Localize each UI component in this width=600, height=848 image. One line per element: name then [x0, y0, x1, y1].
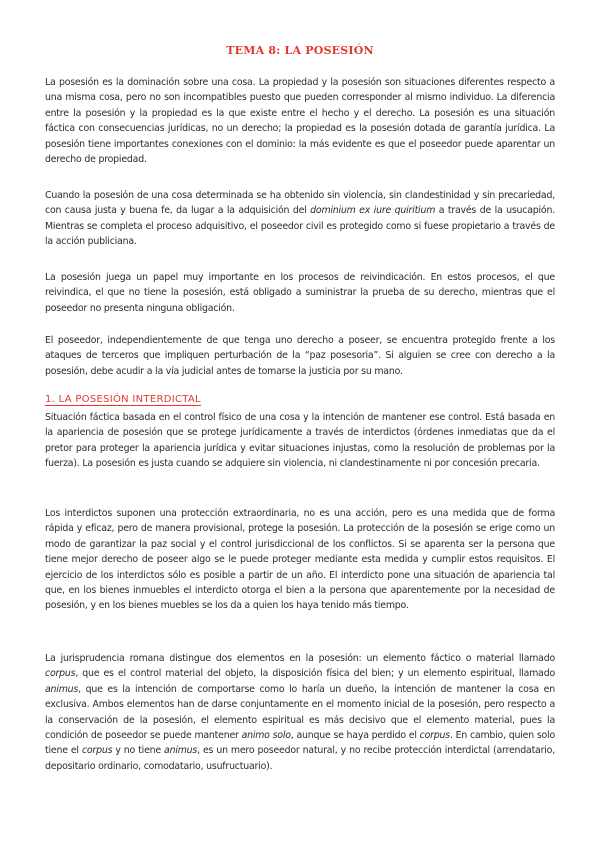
document-title: TEMA 8: LA POSESIÓN: [226, 44, 374, 57]
paragraph-interdictos: Los interdictos suponen una protección extraordinaria, no es una acción, pero es una medida que de forma rápida y eficaz, pero de manera provisional, protege la posesión. La protección de la posesión se erige como un modo de garantizar la paz social y el control jurisdiccional de los conflictos. Si se aparenta ser la persona que tiene mejor derecho de poseer algo se le puede proteger mediante esta medida y cumplir estos requisitos. El ejercicio de los interdictos sólo es posible a partir de un año. El interdicto pone una situación de apariencia tal que, en los bienes inmuebles el interdicto otorga el bien a la persona que aparentemente por la necesidad de posesión, y en los bienes muebles se los da a quien los haya tenido más tiempo.: [45, 508, 555, 612]
paragraph-situacion-factica: Situación fáctica basada en el control físico de una cosa y la intención de mantener ese control. Está basada en la apariencia de posesión que se protege jurídicamente a través de interdictos (órdenes inmediatas que da el pretor para proteger la apariencia jurídica y evitar situaciones injustas, como la resolución de problemas por la fuerza). La posesión es justa cuando se adquiere sin violencia, ni clandestinamente ni por concesión precaria.: [45, 412, 555, 470]
paragraph-paz-posesoria: El poseedor, independientemente de que tenga uno derecho a poseer, se encuentra protegido frente a los ataques de terceros que impliquen perturbación de la “paz posesoria”. Si alguien se cree con derecho a la posesión, debe acudir a la vía judicial antes de tomarse la justicia por su mano.: [45, 335, 555, 377]
text-run: . En cambio, quien solo tiene el: [45, 730, 555, 757]
text-run: La jurisprudencia romana distingue dos elementos en la posesión: un elemento fáctico o material llamado: [45, 653, 555, 664]
text-run: y no tiene: [112, 745, 165, 757]
paragraph-corpus-animus: [45, 651, 555, 774]
italic-term: corpus: [45, 668, 76, 680]
text-run: a través de la usucapión. Mientras se completa el proceso adquisitivo, el poseedor civil es protegido como si fuese propietario a través de la acción publiciana.: [45, 205, 555, 248]
paragraph-usucapion: [45, 188, 555, 250]
section-heading-posesion-interdictal: 1. LA POSESIÓN INTERDICTAL: [45, 394, 201, 405]
italic-term: animus: [164, 745, 198, 757]
text-run: , aunque se haya perdido el: [290, 730, 420, 742]
paragraph-reivindicacion: La posesión juega un papel muy importante en los procesos de reivindicación. En estos procesos, el que reivindica, el que no tiene la posesión, está obligado a suministrar la prueba de su derecho, mientras que el poseedor no presenta ninguna obligación.: [45, 272, 555, 314]
italic-term: animo solo: [241, 730, 291, 742]
paragraph-posesion-definition: La posesión es la dominación sobre una cosa. La propiedad y la posesión son situaciones diferentes respecto a una misma cosa, pero no son incompatibles puesto que pueden corresponder al mismo individuo. La diferencia entre la posesión y la propiedad es la que existe entre el hecho y el derecho. La posesión es una situación fáctica con consecuencias jurídicas, no un derecho; la propiedad es la posesión dotada de garantía jurídica. La posesión tiene importantes conexiones con el dominio: la más evidente es que el poseedor puede aparentar un derecho de propiedad.: [45, 77, 555, 166]
text-run: , que es la intención de comportarse como lo haría un dueño, la intención de mantener la cosa en exclusiva. Ambos elementos han de darse conjuntamente en el momento inicial de la posesión, pero respecto a la conservación de la posesión, el elemento espiritual es más decisivo que el elemento material, pues la condición de poseedor se puede mantener: [45, 683, 555, 742]
italic-term: corpus: [81, 745, 113, 757]
italic-term: corpus: [419, 730, 450, 742]
italic-term: dominium ex iure quiritium: [310, 205, 436, 217]
text-run: , es un mero poseedor natural, y no recibe protección interdictal (arrendatario, depositario ordinario, comodatario, usufructuario).: [45, 745, 555, 772]
text-run: , que es el control material del objeto, la disposición física del bien; y un elemento espiritual, llamado: [75, 668, 555, 680]
italic-term: animus: [45, 683, 79, 695]
text-run: Cuando la posesión de una cosa determinada se ha obtenido sin violencia, sin clandestinidad y sin precariedad, con causa justa y buena fe, da lugar a la adquisición del: [45, 190, 555, 217]
